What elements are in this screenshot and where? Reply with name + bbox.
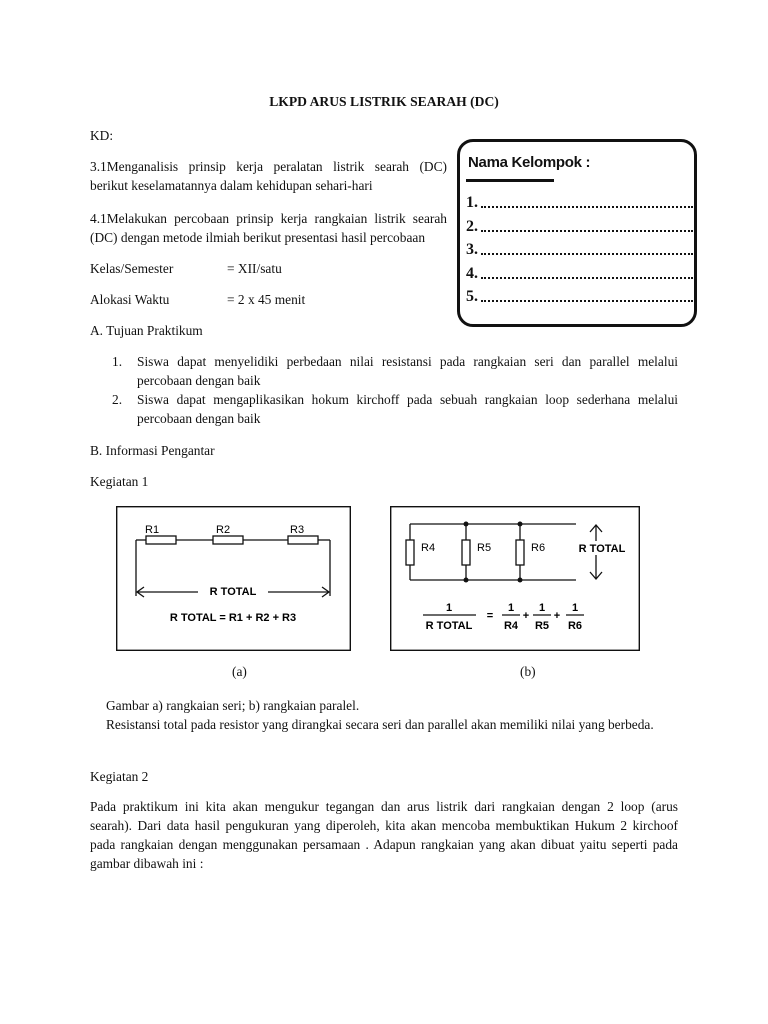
figure-a-caption: (a): [232, 664, 247, 679]
kelas-value: = XII/satu: [227, 261, 282, 276]
equals-sign: =: [486, 610, 494, 622]
figure-caption: [106, 696, 654, 734]
figure-parallel-circuit: [390, 506, 640, 651]
kd-31-line1: 3.1Menganalisis prinsip kerja peralatan listrik searah (DC): [90, 159, 447, 174]
figure-caption-line1: Gambar a) rangkaian seri; b) rangkaian paralel.: [106, 698, 360, 713]
alokasi-label: Alokasi Waktu: [90, 292, 170, 307]
kd-41-line2: (DC) dengan metode ilmiah berikut presentasi hasil percobaan: [90, 230, 426, 245]
section-b-heading: B. Informasi Pengantar: [90, 443, 215, 458]
line-number: 5.: [466, 288, 478, 305]
kd-31-line2: berikut keselamatannya dalam kehidupan sehari-hari: [90, 178, 373, 193]
resistor-r4: [406, 540, 414, 565]
kd-label: KD:: [90, 128, 114, 143]
list-line2: percobaan dengan baik: [137, 411, 261, 426]
resistor-r6: [516, 540, 524, 565]
line-number: 3.: [466, 241, 478, 258]
tujuan-list: [112, 352, 678, 428]
nama-kelompok-box: [457, 139, 697, 327]
resistor-r3: [288, 536, 318, 544]
list-number: 1.: [112, 354, 123, 369]
kegiatan2-line4: gambar dibawah ini :: [90, 856, 204, 871]
label-r3: R3: [290, 524, 305, 536]
kegiatan2-paragraph: [90, 797, 678, 873]
den-total: R TOTAL: [425, 620, 473, 632]
plus-sign-1: +: [522, 610, 530, 622]
page-title: LKPD ARUS LISTRIK SEARAH (DC): [269, 94, 499, 109]
nama-kelompok-line-4[interactable]: [466, 265, 478, 283]
kd-41: [90, 209, 447, 247]
list-item: [112, 390, 678, 428]
den-r5: R5: [534, 620, 550, 632]
plus-sign-2: +: [553, 610, 561, 622]
kegiatan1-heading: Kegiatan 1: [90, 474, 149, 489]
list-line2: percobaan dengan baik: [137, 373, 261, 388]
kd-31: [90, 157, 447, 195]
section-a-heading: A. Tujuan Praktikum: [90, 323, 203, 338]
list-line1: Siswa dapat menyelidiki perbedaan nilai resistansi pada rangkaian seri dan parallel melalui: [137, 354, 678, 369]
resistor-r1: [146, 536, 176, 544]
den-r4: R4: [503, 620, 519, 632]
line-number: 4.: [466, 265, 478, 282]
den-r6: R6: [567, 620, 583, 632]
nama-kelompok-line-1[interactable]: [466, 194, 478, 212]
figure-series-circuit: [116, 506, 351, 651]
nama-kelompok-line-3[interactable]: [466, 241, 478, 259]
label-r6: R6: [531, 542, 546, 554]
kd-41-line1: 4.1Melakukan percobaan prinsip kerja rangkaian listrik searah: [90, 211, 447, 226]
num-r6: 1: [571, 602, 579, 614]
list-item: [112, 352, 678, 390]
alokasi-value: = 2 x 45 menit: [227, 292, 306, 307]
kelas-label: Kelas/Semester: [90, 261, 174, 276]
line-number: 1.: [466, 194, 478, 211]
nama-kelompok-title: Nama Kelompok :: [468, 154, 591, 171]
kegiatan2-line2: searah). Dari data hasil pengukuran yang diperoleh, kita akan mencoba membuktikan Hukum 2 kirchoof: [90, 818, 678, 833]
figure-caption-line2: Resistansi total pada resistor yang dirangkai secara seri dan parallel akan memiliki nilai yang berbeda.: [106, 717, 654, 732]
num-total: 1: [445, 602, 453, 614]
figure-b-caption: (b): [520, 664, 536, 679]
kegiatan2-heading: Kegiatan 2: [90, 769, 149, 784]
label-r2: R2: [216, 524, 231, 536]
kegiatan2-line1: Pada praktikum ini kita akan mengukur tegangan dan arus listrik dari rangkaian dengan 2 loop (arus: [90, 799, 678, 814]
line-number: 2.: [466, 218, 478, 235]
label-rtotal: R TOTAL: [209, 586, 257, 598]
label-r4: R4: [421, 542, 436, 554]
resistor-r2: [213, 536, 243, 544]
nama-kelompok-underline: [466, 179, 554, 182]
kegiatan2-line3: pada rangkaian dengan menggunakan persamaan . Adapun rangkaian yang akan dibuat yaitu seperti pada: [90, 837, 678, 852]
nama-kelompok-line-5[interactable]: [466, 288, 478, 306]
nama-kelompok-line-2[interactable]: [466, 218, 478, 236]
label-r1: R1: [145, 524, 160, 536]
label-rtotal-b: R TOTAL: [578, 543, 626, 555]
num-r4: 1: [507, 602, 515, 614]
list-line1: Siswa dapat mengaplikasikan hokum kirchoff pada sebuah rangkaian loop sederhana melalui: [137, 392, 678, 407]
resistor-r5: [462, 540, 470, 565]
num-r5: 1: [538, 602, 546, 614]
formula-series: R TOTAL = R1 + R2 + R3: [169, 612, 297, 624]
list-number: 2.: [112, 392, 123, 407]
label-r5: R5: [477, 542, 492, 554]
